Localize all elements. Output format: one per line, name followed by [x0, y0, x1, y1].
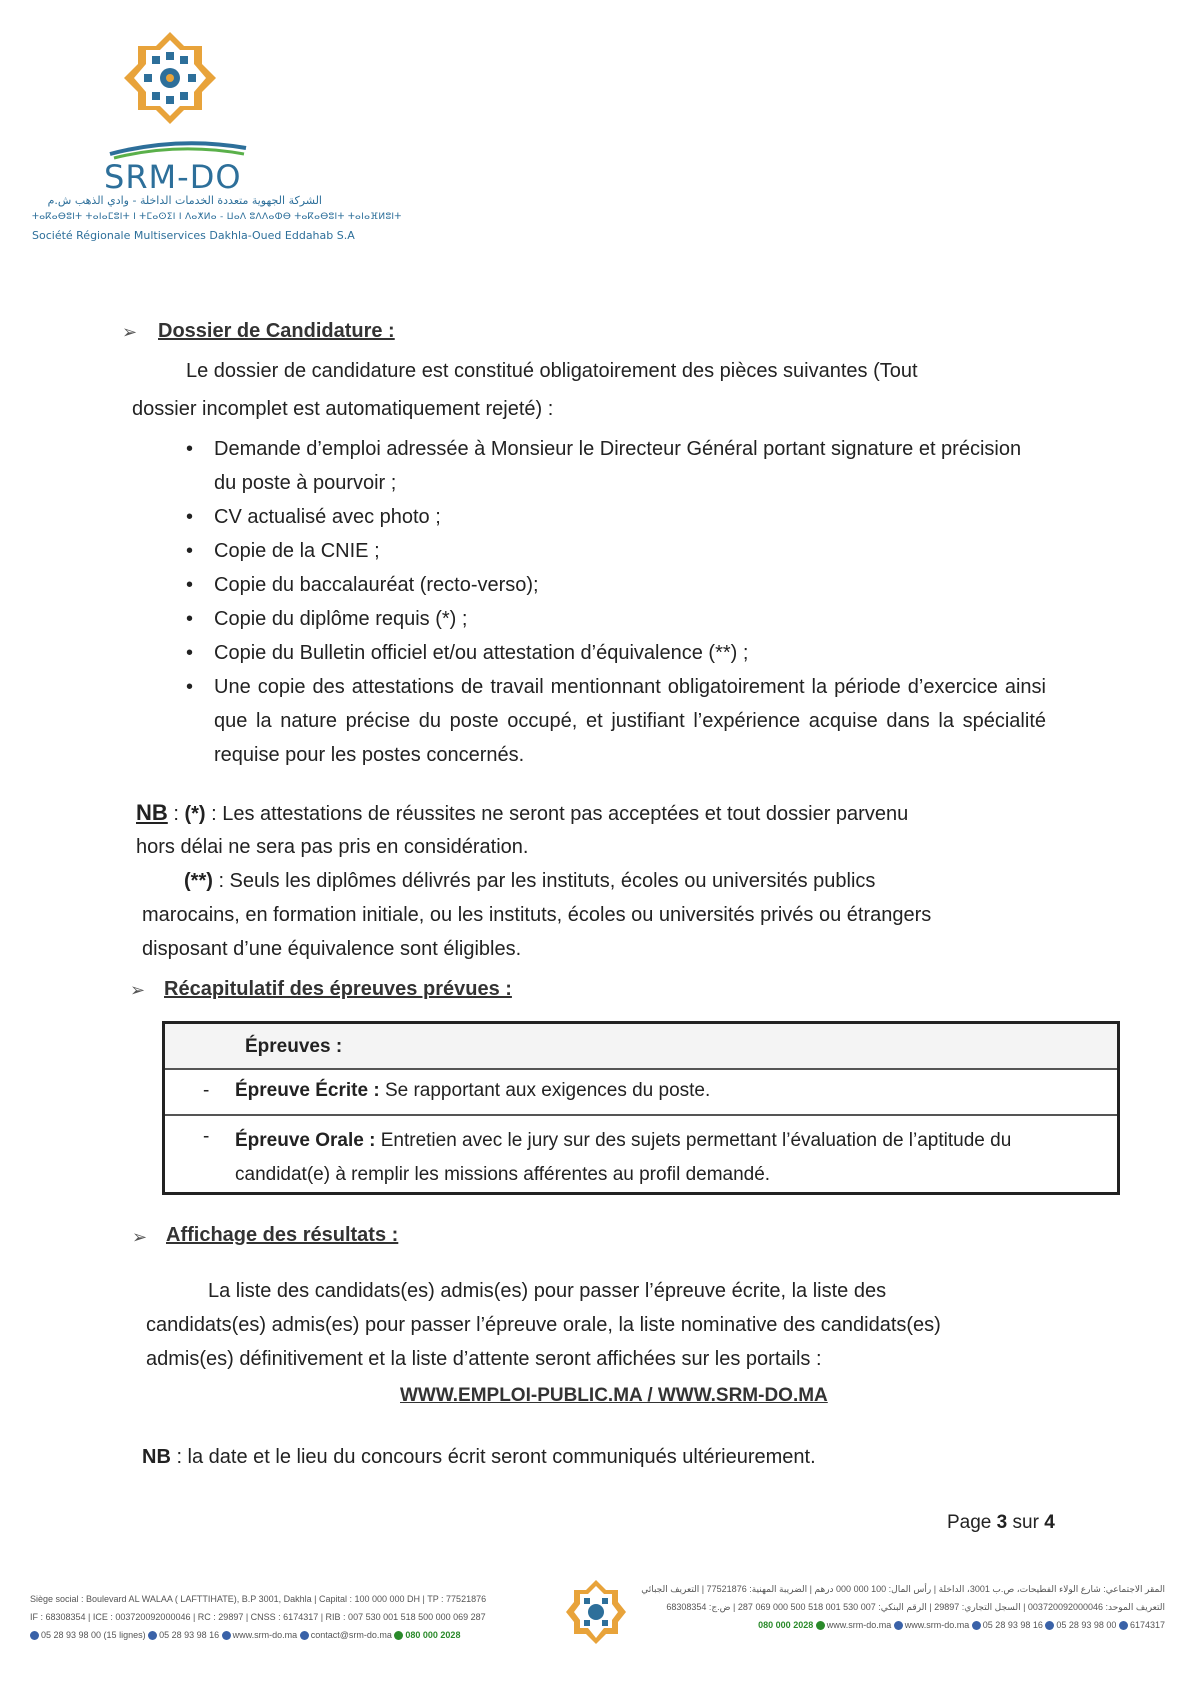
page-total: 4	[1044, 1512, 1055, 1533]
page-prefix: Page	[947, 1512, 997, 1533]
footer-right-green-number: 080 000 2028	[758, 1620, 814, 1630]
arrow-bullet-icon: ➢	[132, 1227, 148, 1247]
brand-tifinagh-name: ⵜⴰⴽⴰⴱⵓⵏⵜ ⵜⴰⵏⴰⵎⵓⵏⵜ ⵏ ⵜⵎⴰⵙⵉⵏ ⵏ ⴷⴰⵅⵍⴰ - ⵡⴰⴷ ⵓⴷⴷⴰⵀⴱ ⵜⴰⴽⴰⴱⵓⵏⵜ ⵜⴰⵏⴰⴼⵍⵓⵏⵜ	[32, 212, 402, 222]
footer-right-line1: المقر الاجتماعي: شارع الولاء الفطيحات، ص.ب 3001، الداخلة | رأس المال: 100 000 000 درهم | الضريبة المهنية: 77521876 | التعريف الجبائي	[641, 1584, 1165, 1594]
nb2-line	[142, 1440, 816, 1474]
table-row	[165, 1070, 1117, 1116]
nb-text2-line1: : Seuls les diplômes délivrés par les instituts, écoles ou universités publics	[212, 870, 876, 892]
green-phone-icon	[816, 1621, 825, 1630]
row1-content	[235, 1080, 710, 1102]
nb-text2-line3: disposant d’une équivalence sont éligibles.	[142, 938, 522, 960]
fax-icon	[972, 1621, 981, 1630]
nb-text1-line1: : Les attestations de réussites ne seront pas acceptées et tout dossier parvenu	[205, 803, 909, 825]
dossier-intro-line1: Le dossier de candidature est constitué obligatoirement des pièces suivantes (Tout	[186, 360, 918, 382]
resultats-line1: La liste des candidats(es) admis(es) pour passer l’épreuve écrite, la liste des	[208, 1280, 887, 1302]
footer-left-phone1: 05 28 93 98 00 (15 lignes)	[41, 1630, 146, 1640]
nb2-text: : la date et le lieu du concours écrit seront communiqués ultérieurement.	[170, 1446, 816, 1468]
footer-left-contacts	[30, 1626, 560, 1644]
footer-right-cnss: 6174317	[1129, 1620, 1165, 1630]
dossier-intro-line2: dossier incomplet est automatiquement rejeté) :	[132, 398, 554, 420]
nb-star2: (**)	[184, 870, 213, 892]
table-header-label: Épreuves :	[245, 1036, 343, 1057]
footer-right-contacts	[640, 1616, 1165, 1634]
brand-arabic-name: الشركة الجهوية متعددة الخدمات الداخلة - وادي الذهب ش.م	[47, 194, 322, 207]
table-header	[165, 1024, 1117, 1070]
footer-left-green-number: 080 000 2028	[405, 1630, 461, 1640]
phone-icon	[30, 1631, 39, 1640]
dossier-heading: Dossier de Candidature :	[158, 320, 395, 342]
footer-left-web[interactable]: www.srm-do.ma	[232, 1630, 298, 1640]
nb-text1-line2: hors délai ne sera pas pris en considération.	[136, 836, 529, 858]
globe-icon	[894, 1621, 903, 1630]
footer-left-phone2: 05 28 93 98 16	[159, 1630, 220, 1640]
page-current: 3	[996, 1512, 1008, 1533]
brand-name: SRM-DO	[104, 158, 242, 196]
nb-label: NB	[136, 800, 168, 825]
row1-text: Se rapportant aux exigences du poste.	[379, 1080, 711, 1101]
nb2-label: NB	[142, 1446, 171, 1468]
row-dash: -	[203, 1080, 210, 1101]
globe-icon	[222, 1631, 231, 1640]
list-item: • Copie du Bulletin officiel et/ou attestation d’équivalence (**) ;	[186, 636, 1046, 670]
footer-right-phone2: 05 28 93 98 00	[1056, 1620, 1117, 1630]
arrow-bullet-icon: ➢	[122, 322, 138, 342]
footer-left-line2: IF : 68308354 | ICE : 003720092000046 | RC : 29897 | CNSS : 6174317 | RIB : 007 530 001 518 500 000 069 287	[30, 1612, 486, 1622]
resultats-heading: Affichage des résultats :	[166, 1224, 399, 1246]
row2-text-line2: candidat(e) à remplir les missions afférentes au profil demandé.	[235, 1164, 771, 1185]
footer-right-info	[640, 1580, 1165, 1634]
brand-french-name: Société Régionale Multiservices Dakhla-Oued Eddahab S.A	[32, 229, 355, 242]
list-item: • Demande d’emploi adressée à Monsieur le Directeur Général portant signature et précision du poste à pourvoir ;	[186, 432, 1046, 500]
list-item: • Copie de la CNIE ;	[186, 534, 1046, 568]
row2-label: Épreuve Orale :	[235, 1130, 376, 1151]
page-number	[947, 1512, 1055, 1534]
footer-left-line1: Siège social : Boulevard AL WALAA ( LAFTTIHATE), B.P 3001, Dakhla | Capital : 100 000 000 DH | TP : 77521876	[30, 1594, 487, 1604]
portal-urls-link[interactable]: WWW.EMPLOI-PUBLIC.MA / WWW.SRM-DO.MA	[400, 1385, 828, 1406]
fax-icon	[148, 1631, 157, 1640]
list-item: • Copie du diplôme requis (*) ;	[186, 602, 1046, 636]
row-dash: -	[203, 1126, 210, 1147]
green-phone-icon	[394, 1631, 403, 1640]
footer-right-web1[interactable]: www.srm-do.ma	[826, 1620, 892, 1630]
phone-icon	[1045, 1621, 1054, 1630]
cnss-icon	[1119, 1621, 1128, 1630]
logo-wave-icon	[108, 138, 248, 160]
footer-left-mail[interactable]: contact@srm-do.ma	[310, 1630, 392, 1640]
footer-left-info	[30, 1590, 560, 1644]
row2-text-line1: Entretien avec le jury sur des sujets permettant l’évaluation de l’aptitude du	[375, 1130, 1012, 1151]
footer-logo-icon	[566, 1578, 626, 1648]
footer-right-web2[interactable]: www.srm-do.ma	[904, 1620, 970, 1630]
nb-star1: (*)	[184, 803, 206, 825]
list-item: • Une copie des attestations de travail mentionnant obligatoirement la période d’exercice ainsi que la nature précise du poste occupé, et justifiant l’expérience acquise dans la spécialité requise pour les postes concernés.	[186, 670, 1046, 772]
table-row	[165, 1116, 1117, 1192]
nb-star2-line1	[184, 864, 875, 898]
nb-separator: :	[167, 803, 185, 825]
row2-content	[235, 1124, 1115, 1192]
list-item: • Copie du baccalauréat (recto-verso);	[186, 568, 1046, 602]
srm-do-logo-icon	[122, 30, 218, 126]
arrow-bullet-icon: ➢	[130, 980, 146, 1000]
row1-label: Épreuve Écrite :	[235, 1080, 380, 1101]
nb-text2-line2: marocains, en formation initiale, ou les instituts, écoles ou universités privés ou étrangers	[142, 904, 932, 926]
resultats-line3: admis(es) définitivement et la liste d’attente seront affichées sur les portails :	[146, 1348, 822, 1370]
footer-right-line2: التعريف الموحد: 003720092000046 | السجل التجاري: 29897 | الرقم البنكي: 007 530 001 518 500 000 069 287 | ض.ج: 68308354	[666, 1602, 1165, 1612]
resultats-line2: candidats(es) admis(es) pour passer l’épreuve orale, la liste nominative des candidats(es)	[146, 1314, 941, 1336]
dossier-pieces-list	[186, 432, 1046, 772]
mail-icon	[300, 1631, 309, 1640]
nb-star-line1	[136, 796, 1046, 831]
epreuves-table	[162, 1021, 1120, 1195]
epreuves-heading: Récapitulatif des épreuves prévues :	[164, 978, 512, 1000]
list-item: • CV actualisé avec photo ;	[186, 500, 1046, 534]
page-middle: sur	[1007, 1512, 1045, 1533]
footer-right-phone1: 05 28 93 98 16	[982, 1620, 1043, 1630]
